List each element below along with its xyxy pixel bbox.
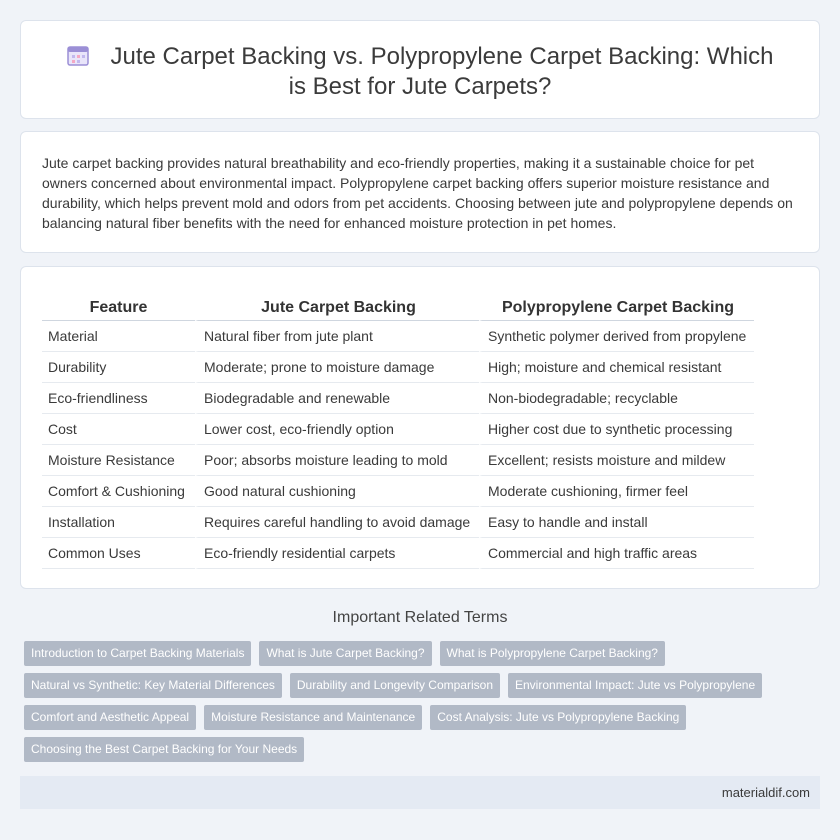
feature-cell: Installation — [42, 507, 195, 538]
related-term-tag[interactable]: Moisture Resistance and Maintenance — [204, 705, 422, 730]
jute-cell: Moderate; prone to moisture damage — [195, 352, 479, 383]
polypropylene-cell: Moderate cushioning, firmer feel — [479, 476, 754, 507]
related-terms-heading: Important Related Terms — [332, 609, 508, 626]
feature-cell: Cost — [42, 414, 195, 445]
intro-card — [20, 131, 820, 253]
related-term-tag[interactable]: Environmental Impact: Jute vs Polypropylene — [508, 673, 762, 698]
feature-cell: Eco-friendliness — [42, 383, 195, 414]
feature-cell: Common Uses — [42, 538, 195, 569]
feature-cell: Durability — [42, 352, 195, 383]
polypropylene-cell: Commercial and high traffic areas — [479, 538, 754, 569]
related-terms-list — [24, 641, 784, 762]
feature-cell: Material — [42, 321, 195, 352]
jute-cell: Poor; absorbs moisture leading to mold — [195, 445, 479, 476]
related-term-tag[interactable]: Choosing the Best Carpet Backing for Your Needs — [24, 737, 304, 762]
comparison-table — [42, 295, 754, 569]
title-card — [20, 20, 820, 119]
related-term-tag[interactable]: What is Jute Carpet Backing? — [259, 641, 431, 666]
intro-paragraph: Jute carpet backing provides natural breathability and eco-friendly properties, making it a sustainable choice for pet owners concerned about environmental impact. Polypropylene carpet backing offers superior moisture resistance and durability, which helps prevent mold and odors from pet accidents. Choosing between jute and polypropylene depends on balancing natural fiber benefits with the need for enhanced moisture protection in pet homes. — [42, 155, 793, 231]
related-term-tag[interactable]: Introduction to Carpet Backing Materials — [24, 641, 251, 666]
polypropylene-cell: Excellent; resists moisture and mildew — [479, 445, 754, 476]
page-title: Jute Carpet Backing vs. Polypropylene Carpet Backing: Which is Best for Jute Carpets? — [110, 43, 774, 100]
related-term-tag[interactable]: What is Polypropylene Carpet Backing? — [440, 641, 665, 666]
calendar-grid-icon — [67, 44, 89, 66]
site-link[interactable]: materialdif.com — [721, 785, 810, 800]
jute-cell: Requires careful handling to avoid damage — [195, 507, 479, 538]
related-term-tag[interactable]: Natural vs Synthetic: Key Material Differences — [24, 673, 282, 698]
table-row — [42, 507, 754, 538]
column-header-feature: Feature — [42, 295, 195, 321]
comparison-card — [20, 266, 820, 589]
feature-cell: Comfort & Cushioning — [42, 476, 195, 507]
table-row — [42, 321, 754, 352]
jute-cell: Biodegradable and renewable — [195, 383, 479, 414]
related-term-tag[interactable]: Cost Analysis: Jute vs Polypropylene Backing — [430, 705, 686, 730]
jute-cell: Eco-friendly residential carpets — [195, 538, 479, 569]
polypropylene-cell: High; moisture and chemical resistant — [479, 352, 754, 383]
table-row — [42, 476, 754, 507]
page-title-wrap — [21, 42, 819, 102]
column-header-polypropylene: Polypropylene Carpet Backing — [479, 295, 754, 321]
table-row — [42, 445, 754, 476]
table-row — [42, 538, 754, 569]
polypropylene-cell: Synthetic polymer derived from propylene — [479, 321, 754, 352]
related-term-tag[interactable]: Comfort and Aesthetic Appeal — [24, 705, 196, 730]
table-row — [42, 414, 754, 445]
column-header-jute: Jute Carpet Backing — [195, 295, 479, 321]
polypropylene-cell: Higher cost due to synthetic processing — [479, 414, 754, 445]
table-header-row — [42, 295, 754, 321]
table-row — [42, 383, 754, 414]
footer-bar — [20, 776, 820, 809]
jute-cell: Natural fiber from jute plant — [195, 321, 479, 352]
table-row — [42, 352, 754, 383]
polypropylene-cell: Easy to handle and install — [479, 507, 754, 538]
polypropylene-cell: Non-biodegradable; recyclable — [479, 383, 754, 414]
jute-cell: Lower cost, eco-friendly option — [195, 414, 479, 445]
feature-cell: Moisture Resistance — [42, 445, 195, 476]
related-term-tag[interactable]: Durability and Longevity Comparison — [290, 673, 500, 698]
jute-cell: Good natural cushioning — [195, 476, 479, 507]
